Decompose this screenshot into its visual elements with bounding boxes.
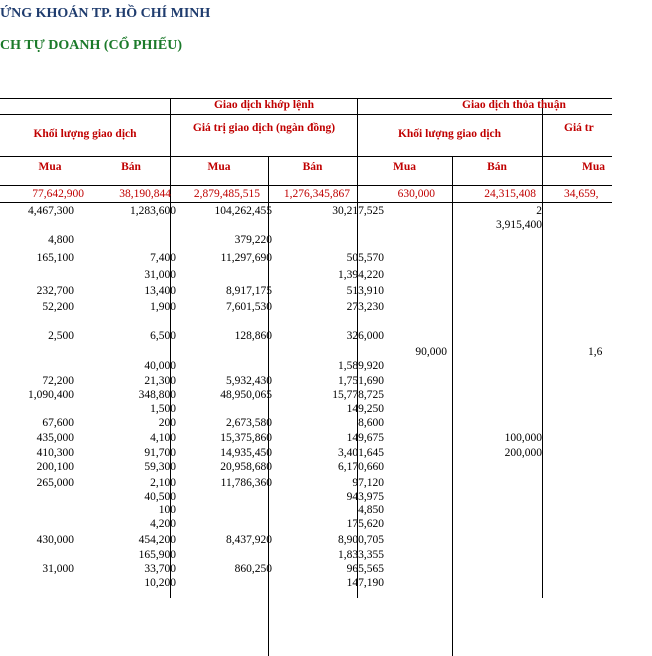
data-cell: 410,300	[36, 447, 74, 459]
col-header: Mua	[393, 161, 416, 173]
data-cell: 15,778,725	[332, 389, 384, 401]
data-cell: 6,500	[150, 330, 176, 342]
total-cell: 38,190,844	[119, 188, 171, 200]
col-header: Bán	[121, 161, 141, 173]
total-cell: 1,276,345,867	[283, 188, 350, 200]
data-cell: 4,100	[150, 432, 176, 444]
data-cell: 1,500	[150, 403, 176, 415]
col-header: Bán	[302, 161, 323, 173]
total-cell: 34,659,	[564, 188, 599, 200]
data-cell: 1,283,600	[130, 205, 176, 217]
data-cell: 200	[158, 417, 176, 429]
data-cell: 2,100	[150, 477, 176, 489]
data-cell: 40,500	[144, 491, 176, 503]
data-cell: 90,000	[415, 346, 447, 358]
data-cell: 91,700	[144, 447, 176, 459]
data-cell: 97,120	[352, 477, 384, 489]
data-cell: 33,700	[144, 563, 176, 575]
data-cell: 1,589,920	[338, 360, 384, 372]
data-cell: 454,200	[138, 534, 176, 546]
data-cell: 7,601,530	[226, 301, 272, 313]
data-cell: 1,394,220	[338, 269, 384, 281]
page-title: ỨNG KHOÁN TP. HỒ CHÍ MINH	[0, 6, 211, 21]
data-cell: 72,200	[42, 375, 74, 387]
data-cell: 11,786,360	[220, 477, 272, 489]
data-cell: 200,000	[504, 447, 542, 459]
data-cell: 165,900	[138, 549, 176, 561]
data-cell: 1,900	[150, 301, 176, 313]
col-header: Bán	[487, 161, 507, 173]
data-cell: 1,833,355	[338, 549, 384, 561]
data-cell: 149,250	[346, 403, 384, 415]
data-cell: 147,190	[346, 577, 384, 589]
data-cell: 965,565	[346, 563, 384, 575]
data-cell: 11,297,690	[220, 252, 272, 264]
data-cell: 31,000	[144, 269, 176, 281]
data-cell: 30,217,525	[332, 205, 384, 217]
report-subtitle: CH TỰ DOANH (CỔ PHIẾU)	[0, 38, 182, 53]
rule-cols	[0, 185, 612, 186]
data-cell: 379,220	[234, 234, 272, 246]
sub-header-volume: Khối lượng giao dịch	[33, 128, 137, 140]
data-cell: 2	[536, 205, 542, 217]
data-cell: 7,400	[150, 252, 176, 264]
data-cell: 326,000	[346, 330, 384, 342]
data-cell: 21,300	[144, 375, 176, 387]
col-divider	[542, 98, 543, 598]
group-header-matched: Giao dịch khớp lệnh	[213, 99, 314, 111]
data-cell: 15,375,860	[220, 432, 272, 444]
data-cell: 4,200	[150, 518, 176, 530]
data-cell: 4,850	[358, 504, 384, 516]
data-cell: 100	[158, 504, 176, 516]
col-header: Mua	[38, 161, 62, 173]
data-cell: 13,400	[144, 285, 176, 297]
data-cell: 232,700	[36, 285, 74, 297]
data-cell: 8,437,920	[226, 534, 272, 546]
data-cell: 14,935,450	[220, 447, 272, 459]
data-cell: 31,000	[42, 563, 74, 575]
data-cell: 435,000	[36, 432, 74, 444]
data-cell: 430,000	[36, 534, 74, 546]
data-cell: 67,600	[42, 417, 74, 429]
data-cell: 40,000	[144, 360, 176, 372]
total-cell: 24,315,408	[484, 188, 536, 200]
data-cell: 20,958,680	[220, 461, 272, 473]
sub-header-value-neg: Giá tr	[564, 122, 594, 134]
data-cell: 100,000	[504, 432, 542, 444]
col-header: Mua	[207, 161, 231, 173]
rule-group	[0, 114, 612, 115]
data-cell: 513,910	[346, 285, 384, 297]
data-cell: 6,170,660	[338, 461, 384, 473]
data-cell: 59,300	[144, 461, 176, 473]
data-cell: 8,900,705	[338, 534, 384, 546]
data-cell: 943,975	[346, 491, 384, 503]
data-cell: 348,800	[138, 389, 176, 401]
total-cell: 630,000	[397, 188, 435, 200]
data-cell: 1,6	[588, 346, 603, 358]
data-cell: 8,600	[358, 417, 384, 429]
data-cell: 4,800	[48, 234, 74, 246]
total-cell: 2,879,485,515	[193, 188, 260, 200]
data-cell: 165,100	[36, 252, 74, 264]
data-cell: 505,570	[346, 252, 384, 264]
data-cell: 52,200	[42, 301, 74, 313]
data-cell: 104,262,455	[214, 205, 272, 217]
data-cell: 200,100	[36, 461, 74, 473]
data-cell: 48,950,065	[220, 389, 272, 401]
data-cell: 5,932,430	[226, 375, 272, 387]
data-cell: 3,401,645	[338, 447, 384, 459]
data-cell: 128,860	[234, 330, 272, 342]
data-cell: 1,090,400	[28, 389, 74, 401]
col-header: Mua	[582, 161, 605, 173]
data-cell: 273,230	[346, 301, 384, 313]
data-cell: 265,000	[36, 477, 74, 489]
sub-header-value: Giá trị giao dịch (ngàn đồng)	[192, 122, 336, 134]
total-cell: 77,642,900	[32, 188, 84, 200]
data-cell: 2,500	[48, 330, 74, 342]
data-cell: 149,675	[346, 432, 384, 444]
col-divider	[452, 156, 453, 656]
data-cell: 1,751,690	[338, 375, 384, 387]
data-cell: 860,250	[234, 563, 272, 575]
trading-table	[0, 98, 612, 598]
data-cell: 8,917,175	[226, 285, 272, 297]
group-header-negotiated: Giao dịch thỏa thuận	[462, 99, 566, 111]
rule-sub	[0, 156, 612, 157]
data-cell: 4,467,300	[28, 205, 74, 217]
data-cell: 2,673,580	[226, 417, 272, 429]
sub-header-volume-neg: Khối lượng giao dịch	[397, 128, 502, 140]
data-cell: 3,915,400	[496, 219, 542, 231]
data-cell: 10,200	[144, 577, 176, 589]
data-cell: 175,620	[346, 518, 384, 530]
rule-total	[0, 202, 612, 203]
